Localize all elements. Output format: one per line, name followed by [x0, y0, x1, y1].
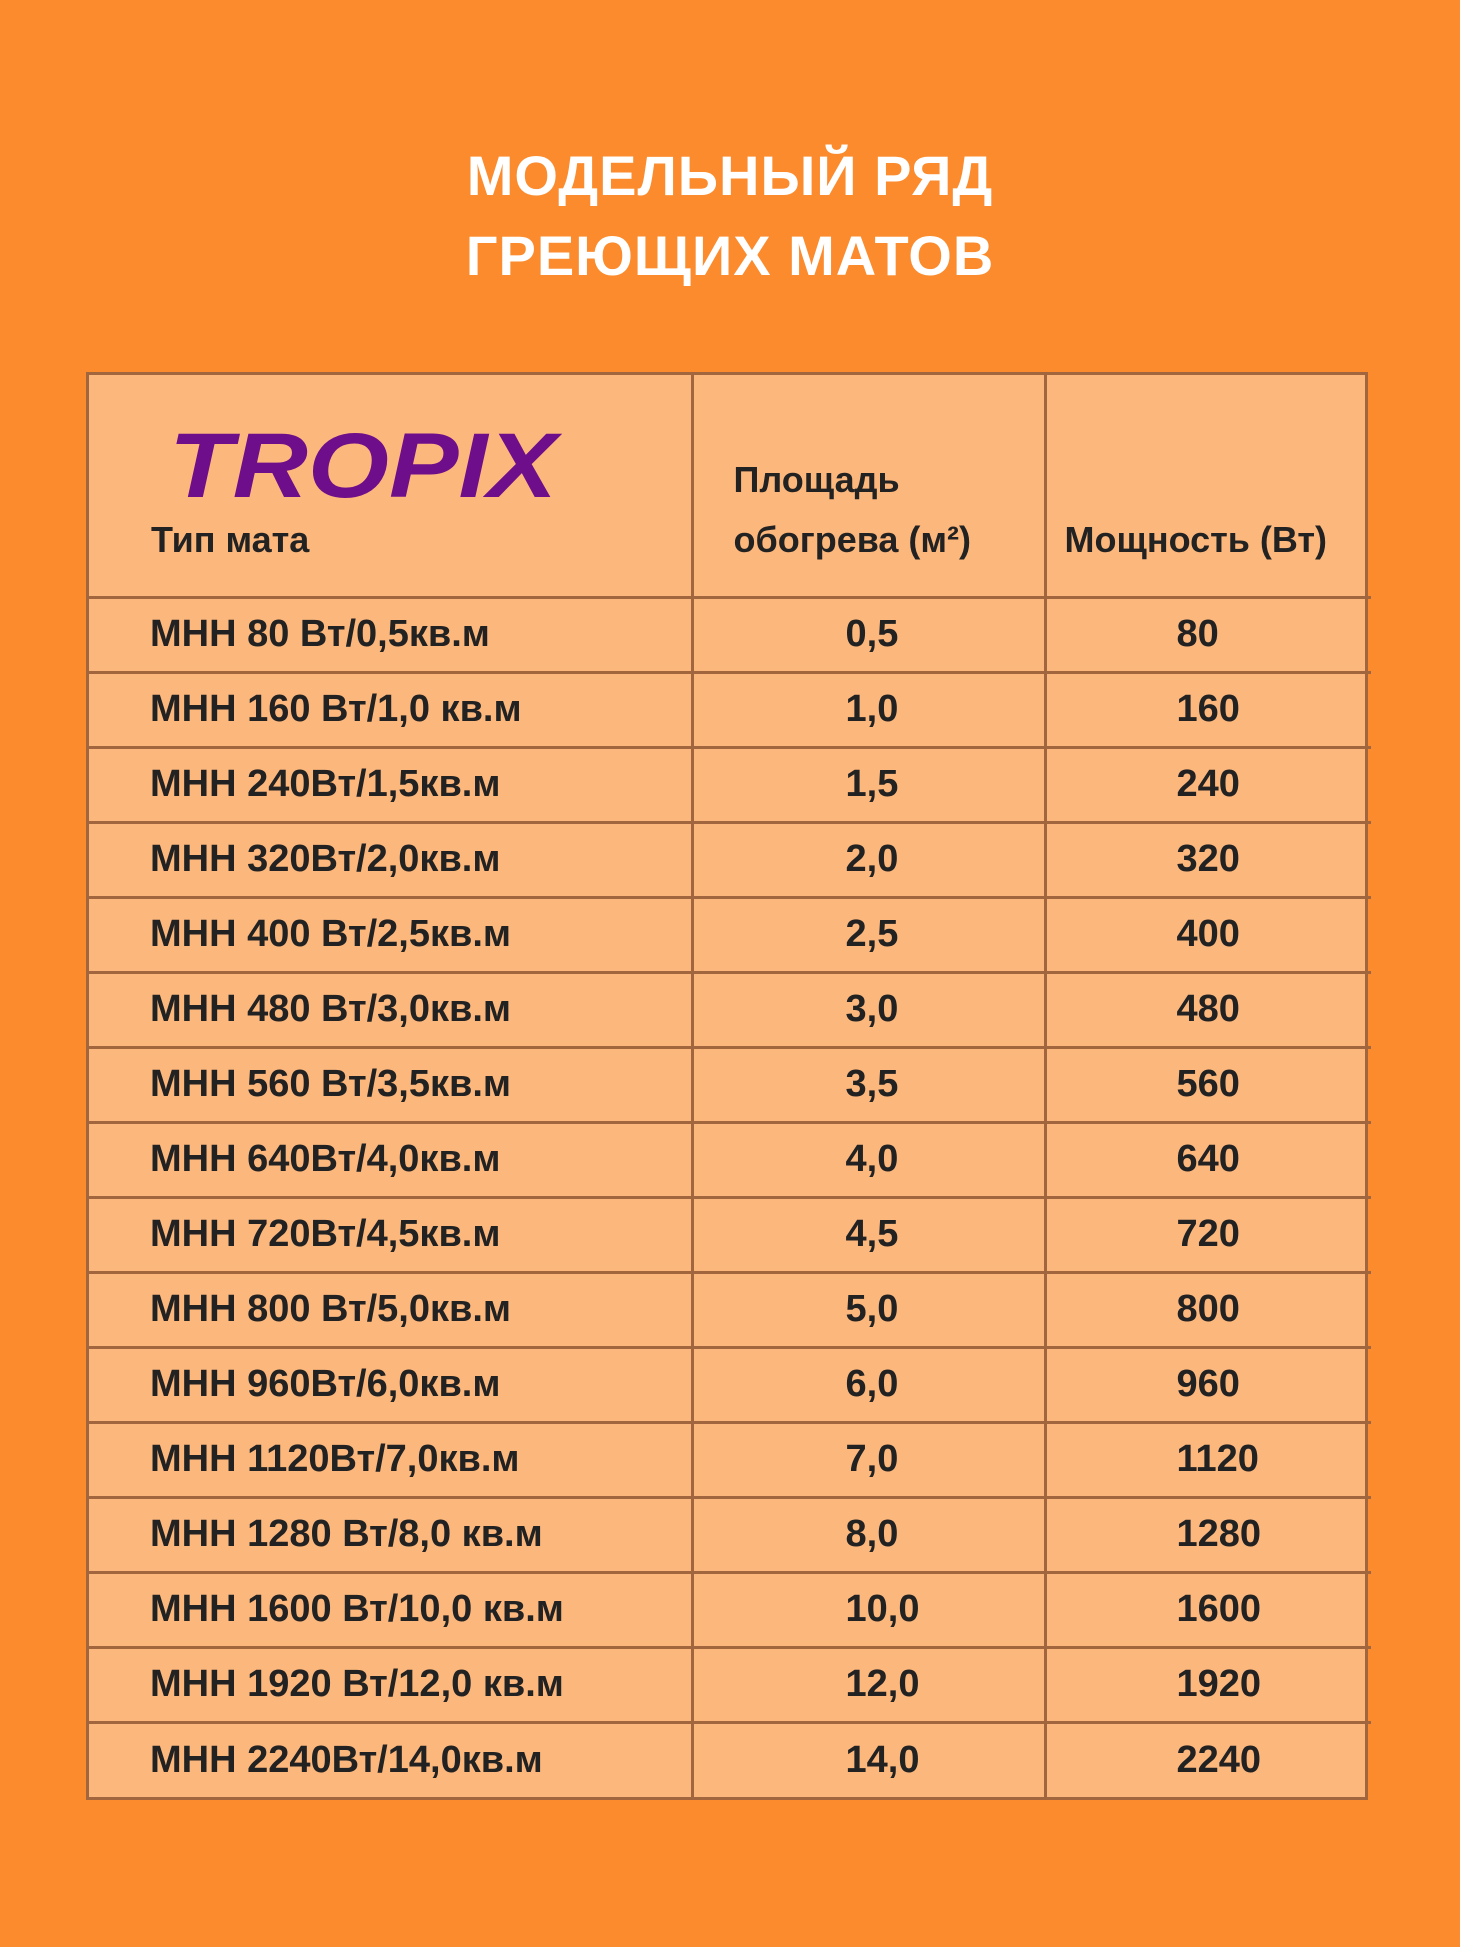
- model-table-grid: [89, 375, 1371, 1797]
- cell-power: 720: [1045, 1197, 1371, 1272]
- cell-type: МНН 2240Вт/14,0кв.м: [89, 1722, 692, 1797]
- tropix-logo: [163, 419, 563, 509]
- cell-type: МНН 320Вт/2,0кв.м: [89, 822, 692, 897]
- cell-power: 320: [1045, 822, 1371, 897]
- cell-power: 2240: [1045, 1722, 1371, 1797]
- header-power-label: Мощность (Вт): [1064, 518, 1328, 560]
- cell-area: 14,0: [692, 1722, 1045, 1797]
- cell-type: МНН 960Вт/6,0кв.м: [89, 1347, 692, 1422]
- cell-area: 1,0: [692, 672, 1045, 747]
- cell-type: МНН 800 Вт/5,0кв.м: [89, 1272, 692, 1347]
- tropix-logo-text: TROPIX: [169, 419, 563, 509]
- cell-type: МНН 1920 Вт/12,0 кв.м: [89, 1647, 692, 1722]
- table-row: [89, 1047, 1371, 1122]
- cell-power: 240: [1045, 747, 1371, 822]
- cell-power: 640: [1045, 1122, 1371, 1197]
- cell-power: 480: [1045, 972, 1371, 1047]
- cell-area: 3,5: [692, 1047, 1045, 1122]
- table-row: [89, 672, 1371, 747]
- cell-area: 12,0: [692, 1647, 1045, 1722]
- cell-area: 6,0: [692, 1347, 1045, 1422]
- cell-power: 1920: [1045, 1647, 1371, 1722]
- table-row: [89, 1572, 1371, 1647]
- cell-type: МНН 480 Вт/3,0кв.м: [89, 972, 692, 1047]
- table-row: [89, 1722, 1371, 1797]
- header-area-cell: [692, 375, 1045, 597]
- cell-power: 160: [1045, 672, 1371, 747]
- table-row: [89, 897, 1371, 972]
- cell-power: 80: [1045, 597, 1371, 672]
- cell-power: 960: [1045, 1347, 1371, 1422]
- header-power-cell: [1045, 375, 1371, 597]
- cell-area: 2,5: [692, 897, 1045, 972]
- cell-area: 7,0: [692, 1422, 1045, 1497]
- cell-type: МНН 720Вт/4,5кв.м: [89, 1197, 692, 1272]
- cell-area: 4,5: [692, 1197, 1045, 1272]
- cell-area: 10,0: [692, 1572, 1045, 1647]
- cell-power: 1600: [1045, 1572, 1371, 1647]
- table-row: [89, 1497, 1371, 1572]
- model-table: [86, 372, 1368, 1800]
- cell-type: МНН 240Вт/1,5кв.м: [89, 747, 692, 822]
- cell-power: 1280: [1045, 1497, 1371, 1572]
- cell-area: 5,0: [692, 1272, 1045, 1347]
- cell-type: МНН 1600 Вт/10,0 кв.м: [89, 1572, 692, 1647]
- cell-area: 1,5: [692, 747, 1045, 822]
- cell-type: МНН 1280 Вт/8,0 кв.м: [89, 1497, 692, 1572]
- cell-type: МНН 640Вт/4,0кв.м: [89, 1122, 692, 1197]
- table-row: [89, 1122, 1371, 1197]
- header-area-line-2: обогрева (м²): [733, 518, 971, 560]
- header-type-label: Тип мата: [151, 518, 310, 560]
- cell-area: 3,0: [692, 972, 1045, 1047]
- cell-area: 4,0: [692, 1122, 1045, 1197]
- table-row: [89, 1647, 1371, 1722]
- cell-type: МНН 1120Вт/7,0кв.м: [89, 1422, 692, 1497]
- table-row: [89, 822, 1371, 897]
- cell-area: 8,0: [692, 1497, 1045, 1572]
- table-header-row: [89, 375, 1371, 597]
- cell-area: 2,0: [692, 822, 1045, 897]
- table-row: [89, 747, 1371, 822]
- cell-type: МНН 160 Вт/1,0 кв.м: [89, 672, 692, 747]
- table-row: [89, 1272, 1371, 1347]
- header-area-line-1: Площадь: [733, 458, 900, 500]
- cell-type: МНН 80 Вт/0,5кв.м: [89, 597, 692, 672]
- page-title-line-2: ГРЕЮЩИХ МАТОВ: [465, 224, 995, 287]
- page-title: [0, 136, 1460, 296]
- cell-area: 0,5: [692, 597, 1045, 672]
- cell-type: МНН 560 Вт/3,5кв.м: [89, 1047, 692, 1122]
- cell-power: 400: [1045, 897, 1371, 972]
- header-type-cell: [89, 375, 692, 597]
- cell-type: МНН 400 Вт/2,5кв.м: [89, 897, 692, 972]
- table-row: [89, 972, 1371, 1047]
- cell-power: 1120: [1045, 1422, 1371, 1497]
- cell-power: 560: [1045, 1047, 1371, 1122]
- table-row: [89, 1347, 1371, 1422]
- page-title-line-1: МОДЕЛЬНЫЙ РЯД: [466, 144, 994, 207]
- cell-power: 800: [1045, 1272, 1371, 1347]
- table-row: [89, 1197, 1371, 1272]
- table-row: [89, 597, 1371, 672]
- table-row: [89, 1422, 1371, 1497]
